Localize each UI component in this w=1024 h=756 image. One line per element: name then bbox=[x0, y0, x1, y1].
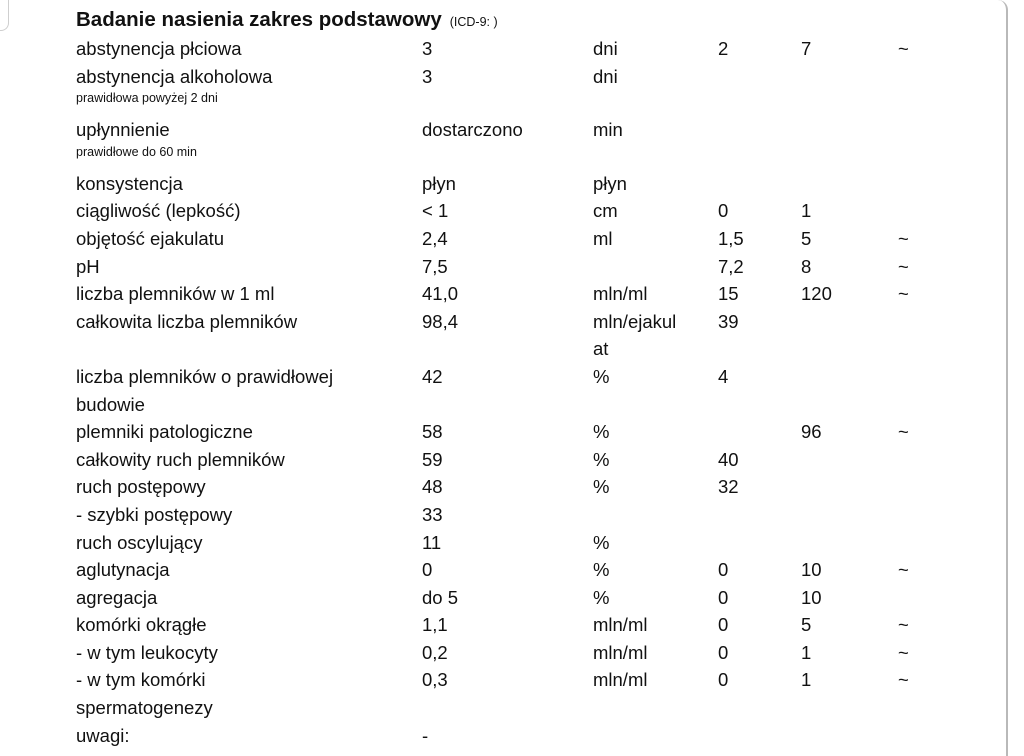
unit: % bbox=[593, 365, 610, 387]
result-value: 0,2 bbox=[422, 641, 448, 663]
table-row bbox=[76, 639, 976, 667]
row-main-line bbox=[76, 253, 976, 281]
report-section bbox=[76, 8, 976, 749]
test-name: konsystencja bbox=[76, 172, 183, 194]
ref-min: 4 bbox=[718, 365, 729, 387]
unit: % bbox=[593, 531, 610, 553]
unit: % bbox=[593, 586, 610, 608]
flag-marker: ~ bbox=[898, 283, 909, 305]
unit: mln/ml bbox=[593, 283, 648, 305]
unit: płyn bbox=[593, 172, 627, 194]
table-row bbox=[76, 116, 976, 170]
ref-max: 10 bbox=[801, 559, 822, 581]
result-value: 0 bbox=[422, 559, 433, 581]
result-value: do 5 bbox=[422, 586, 459, 608]
unit: mln/ml bbox=[593, 641, 648, 663]
reference-note: prawidłowa powyżej 2 dni bbox=[76, 91, 218, 106]
result-value: dostarczono bbox=[422, 119, 523, 141]
row-main-line bbox=[76, 308, 976, 336]
ref-max: 5 bbox=[801, 614, 812, 636]
reference-note: prawidłowe do 60 min bbox=[76, 144, 197, 159]
unit-continuation: at bbox=[593, 338, 609, 360]
test-name: ruch oscylujący bbox=[76, 531, 203, 553]
ref-min: 0 bbox=[718, 614, 729, 636]
result-value: 11 bbox=[422, 531, 442, 553]
result-value: 2,4 bbox=[422, 227, 448, 249]
flag-marker: ~ bbox=[898, 559, 909, 581]
page-corner-mark bbox=[0, 0, 9, 31]
test-name: plemniki patologiczne bbox=[76, 421, 253, 443]
row-main-line bbox=[76, 63, 976, 91]
test-name: liczba plemników o prawidłowej bbox=[76, 365, 334, 387]
test-name: całkowita liczba plemników bbox=[76, 310, 298, 332]
row-main-line bbox=[76, 501, 976, 529]
flag-marker: ~ bbox=[898, 421, 909, 443]
flag-marker: ~ bbox=[898, 255, 909, 277]
result-value: 0,3 bbox=[422, 669, 448, 691]
result-value: - bbox=[422, 724, 429, 746]
row-continuation-line bbox=[76, 335, 976, 363]
test-name: pH bbox=[76, 255, 100, 277]
test-name: upłynnienie bbox=[76, 119, 170, 141]
section-title: Badanie nasienia zakres podstawowy bbox=[76, 8, 442, 31]
unit: cm bbox=[593, 200, 618, 222]
table-row bbox=[76, 363, 976, 418]
row-main-line bbox=[76, 280, 976, 308]
ref-min: 39 bbox=[718, 310, 739, 332]
test-name: abstynencja alkoholowa bbox=[76, 65, 273, 87]
ref-min: 0 bbox=[718, 669, 729, 691]
test-name: komórki okrągłe bbox=[76, 614, 207, 636]
result-value: 3 bbox=[422, 65, 433, 87]
unit: mln/ejakul bbox=[593, 310, 677, 332]
test-name: ciągliwość (lepkość) bbox=[76, 200, 241, 222]
result-value: 98,4 bbox=[422, 310, 459, 332]
ref-min: 32 bbox=[718, 476, 739, 498]
icd-code: (ICD-9: ) bbox=[449, 15, 498, 29]
table-row bbox=[76, 253, 976, 281]
row-main-line bbox=[76, 35, 976, 63]
test-name: - w tym leukocyty bbox=[76, 641, 218, 663]
table-row bbox=[76, 556, 976, 584]
ref-max: 8 bbox=[801, 255, 812, 277]
ref-max: 120 bbox=[801, 283, 832, 305]
ref-min: 0 bbox=[718, 586, 729, 608]
table-row bbox=[76, 63, 976, 117]
test-name: - szybki postępowy bbox=[76, 503, 233, 525]
row-main-line bbox=[76, 556, 976, 584]
test-name: ruch postępowy bbox=[76, 476, 206, 498]
table-row bbox=[76, 280, 976, 308]
ref-max: 1 bbox=[801, 669, 812, 691]
ref-max: 1 bbox=[801, 200, 812, 222]
table-row bbox=[76, 197, 976, 225]
row-main-line bbox=[76, 418, 976, 446]
row-main-line bbox=[76, 170, 976, 198]
row-main-line bbox=[76, 722, 976, 750]
table-row bbox=[76, 35, 976, 63]
ref-max: 10 bbox=[801, 586, 822, 608]
ref-max: 7 bbox=[801, 38, 812, 59]
result-value: 59 bbox=[422, 448, 443, 470]
test-name: agregacja bbox=[76, 586, 158, 608]
table-row bbox=[76, 666, 976, 721]
row-main-line bbox=[76, 639, 976, 667]
unit: mln/ml bbox=[593, 614, 648, 636]
row-continuation-line bbox=[76, 694, 976, 722]
table-row bbox=[76, 722, 976, 750]
unit: mln/ml bbox=[593, 669, 648, 691]
result-value: płyn bbox=[422, 172, 456, 194]
row-main-line bbox=[76, 666, 976, 694]
ref-min: 7,2 bbox=[718, 255, 744, 277]
result-value: 41,0 bbox=[422, 283, 459, 305]
result-value: 33 bbox=[422, 503, 443, 525]
test-name-continuation: budowie bbox=[76, 393, 145, 415]
flag-marker: ~ bbox=[898, 614, 909, 636]
ref-min: 15 bbox=[718, 283, 739, 305]
unit: % bbox=[593, 476, 610, 498]
result-value: 7,5 bbox=[422, 255, 448, 277]
result-value: 58 bbox=[422, 421, 443, 443]
ref-min: 40 bbox=[718, 448, 739, 470]
row-main-line bbox=[76, 611, 976, 639]
section-header bbox=[76, 8, 976, 35]
table-row bbox=[76, 501, 976, 529]
table-row bbox=[76, 308, 976, 363]
ref-min: 0 bbox=[718, 200, 729, 222]
row-main-line bbox=[76, 225, 976, 253]
row-main-line bbox=[76, 584, 976, 612]
flag-marker: ~ bbox=[898, 641, 909, 663]
result-value: 48 bbox=[422, 476, 443, 498]
results-table bbox=[76, 35, 976, 749]
ref-min: 2 bbox=[718, 38, 729, 59]
row-main-line bbox=[76, 473, 976, 501]
table-row bbox=[76, 170, 976, 198]
row-main-line bbox=[76, 529, 976, 557]
row-main-line bbox=[76, 363, 976, 391]
table-row bbox=[76, 611, 976, 639]
test-name: abstynencja płciowa bbox=[76, 38, 242, 59]
test-name: aglutynacja bbox=[76, 559, 170, 581]
flag-marker: ~ bbox=[898, 227, 909, 249]
unit: % bbox=[593, 421, 610, 443]
ref-min: 0 bbox=[718, 641, 729, 663]
ref-min: 0 bbox=[718, 559, 729, 581]
ref-max: 96 bbox=[801, 421, 822, 443]
flag-marker: ~ bbox=[898, 38, 909, 59]
table-row bbox=[76, 418, 976, 446]
result-value: < 1 bbox=[422, 200, 449, 222]
unit: % bbox=[593, 448, 610, 470]
test-name: uwagi: bbox=[76, 724, 130, 746]
table-row bbox=[76, 446, 976, 474]
table-row bbox=[76, 225, 976, 253]
ref-max: 5 bbox=[801, 227, 812, 249]
test-name: całkowity ruch plemników bbox=[76, 448, 285, 470]
row-main-line bbox=[76, 446, 976, 474]
unit: % bbox=[593, 559, 610, 581]
test-name: - w tym komórki bbox=[76, 669, 206, 691]
ref-max: 1 bbox=[801, 641, 812, 663]
test-name: objętość ejakulatu bbox=[76, 227, 225, 249]
result-value: 1,1 bbox=[422, 614, 448, 636]
test-name-continuation: spermatogenezy bbox=[76, 697, 213, 719]
table-row bbox=[76, 584, 976, 612]
unit: dni bbox=[593, 38, 618, 59]
row-main-line bbox=[76, 116, 976, 144]
table-row bbox=[76, 473, 976, 501]
result-value: 42 bbox=[422, 365, 443, 387]
row-continuation-line bbox=[76, 391, 976, 419]
test-name: liczba plemników w 1 ml bbox=[76, 283, 275, 305]
row-main-line bbox=[76, 197, 976, 225]
ref-min: 1,5 bbox=[718, 227, 744, 249]
result-value: 3 bbox=[422, 38, 433, 59]
flag-marker: ~ bbox=[898, 669, 909, 691]
unit: min bbox=[593, 119, 623, 141]
table-row bbox=[76, 529, 976, 557]
unit: dni bbox=[593, 65, 618, 87]
unit: ml bbox=[593, 227, 613, 249]
